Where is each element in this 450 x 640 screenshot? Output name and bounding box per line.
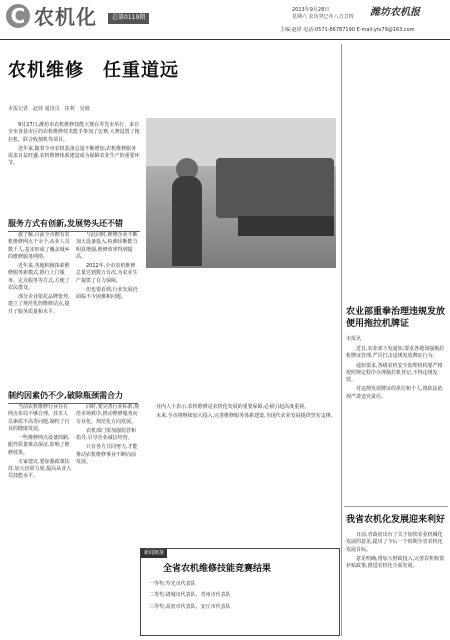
section2-heading: 制约因素仍不少,破除瓶颈需合力 bbox=[8, 390, 138, 404]
story1-headline: 农业部重拳治理违规发放便用拖拉机牌证 bbox=[346, 307, 446, 330]
issue-badge: 总第0119期 bbox=[108, 13, 149, 24]
body-paragraph: 一些维修网点设备简陋,配件质量难以保证,影响了维修效果。 bbox=[8, 435, 70, 456]
intro-text bbox=[8, 122, 140, 170]
story2-body bbox=[346, 532, 446, 572]
section1-heading: 服务方式有创新,发展势头还不错 bbox=[8, 218, 140, 232]
body-paragraph: 据了解,目前全市拥有农机维修网点千余个,从业人员数千人,基本形成了覆盖城乡的维修服务网络。 bbox=[8, 232, 70, 260]
body-paragraph: 农机部门要加强监管和指导,引导企业诚信经营。 bbox=[76, 427, 137, 441]
date-info bbox=[292, 7, 354, 22]
body-paragraph: 只有各方共同努力,才能推动农机维修事业不断向前发展。 bbox=[76, 444, 138, 465]
body-paragraph: 但也要看到,行业发展仍面临不少困难和问题。 bbox=[76, 286, 138, 300]
result-line: 一等奖:寿光市代表队 bbox=[149, 581, 196, 587]
section2-col2 bbox=[76, 404, 140, 468]
newspaper-logo: 潍坊农机报 bbox=[370, 7, 420, 18]
section2-col1 bbox=[8, 404, 72, 483]
story1-body bbox=[346, 346, 446, 403]
photo-person bbox=[172, 176, 202, 266]
section-title: 农机化 bbox=[34, 5, 97, 29]
contact-line: 主编:赵铎 电话:0571-86787190 E-mail:yts79@163.com bbox=[280, 27, 415, 33]
body-paragraph: 近日,农业部下发通知,要求各地加强拖拉机牌证管理,严厉打击违规发放牌证行为。 bbox=[346, 346, 445, 360]
masthead bbox=[0, 0, 450, 40]
intro-paragraph: 9月27日,潍坊市农机维修技能大赛在寿光市举行。来自全市各县市区的农机维修技术能手参加了比赛,大赛设置了拖拉机、联合收割机等项目。 bbox=[8, 122, 140, 143]
body-paragraph: 专家建议,要加强政策扶持,加大培训力度,提高从业人员技能水平。 bbox=[8, 458, 72, 480]
story1-byline: 本报讯 bbox=[346, 336, 362, 342]
body-paragraph: 未来,全市将继续加大投入,完善维修服务体系建设,为现代农业发展提供坚实支撑。 bbox=[156, 413, 336, 420]
section1-col1 bbox=[8, 232, 72, 318]
section1-col2 bbox=[76, 232, 140, 303]
column-divider bbox=[341, 44, 342, 636]
body-paragraph: 2012年,全市农机维修总量达到数万台次,为农业生产提供了有力保障。 bbox=[76, 263, 138, 284]
photo-harvester bbox=[216, 158, 334, 218]
body-paragraph: 意见明确,将加大财政投入,完善农机购置补贴政策,推进农机化全面发展。 bbox=[346, 555, 445, 569]
body-paragraph: 与此同时,维修企业不断加大设备投入,检测诊断能力明显增强,维修效率得到提高。 bbox=[76, 232, 138, 260]
news-photo bbox=[146, 118, 336, 268]
weekday-line: 星期六 农历癸巳年八月廿四 bbox=[292, 14, 354, 21]
result-line: 二等奖:诸城市代表队、青州市代表队 bbox=[149, 592, 231, 599]
body-paragraph: 当前农机维修行业存在网点布局不够合理、技术人员素质不高等问题,制约了行业的健康发展。 bbox=[8, 404, 70, 432]
date-line: 2013年9月28日 bbox=[292, 7, 330, 13]
main-byline: 本报记者 赵铎 通讯员 崔利 吴刚 bbox=[8, 106, 90, 112]
intro-paragraph: 近年来,随着全市农机装备总量不断增加,农机维修服务需求日益旺盛,农机维修体系建设成为保障农业生产的重要环节。 bbox=[8, 145, 140, 167]
body-paragraph: 日前,省政府出台了关于加快农业机械化发展的意见,提出了今后一个时期全省农机化发展目标。 bbox=[346, 532, 443, 553]
story-divider bbox=[344, 506, 448, 507]
body-paragraph: 同时,要完善行业标准,规范市场秩序,推动维修服务向专业化、规范化方向发展。 bbox=[76, 404, 140, 425]
body-paragraph: 部分企业依托品牌优势,建立了规范化的维修站点,提升了服务质量和水平。 bbox=[8, 294, 70, 315]
body-paragraph: 近年来,各地积极探索维修服务新模式,推行上门服务、定点服务等方式,方便了农民群众。 bbox=[8, 263, 70, 291]
photo-harvester-base bbox=[238, 216, 334, 236]
news-link-title: 全省农机维修技能竞赛结果 bbox=[163, 564, 272, 574]
body-paragraph: 对违规发放牌证的单位和个人,将依法依规严肃追究责任。 bbox=[346, 386, 443, 400]
section-letter-icon: C bbox=[6, 4, 30, 28]
news-link-box bbox=[140, 548, 340, 636]
main-headline: 农机维修 任重道远 bbox=[8, 60, 179, 81]
body-paragraph: 业内人士表示,农机维修是农机化发展的重要保障,必须引起高度重视。 bbox=[156, 404, 310, 410]
news-link-tag: 新闻链接 bbox=[141, 549, 167, 558]
result-line: 三等奖:高密市代表队、安丘市代表队 bbox=[149, 603, 231, 610]
story2-headline: 我省农机化发展迎来利好 bbox=[346, 515, 446, 525]
news-link-lines bbox=[149, 581, 335, 615]
body-paragraph: 通知要求,各级农机安全监理机构要严格按照规定程序办理拖拉机登记,不得违规发放。 bbox=[346, 362, 443, 383]
section2-col3 bbox=[146, 404, 336, 423]
